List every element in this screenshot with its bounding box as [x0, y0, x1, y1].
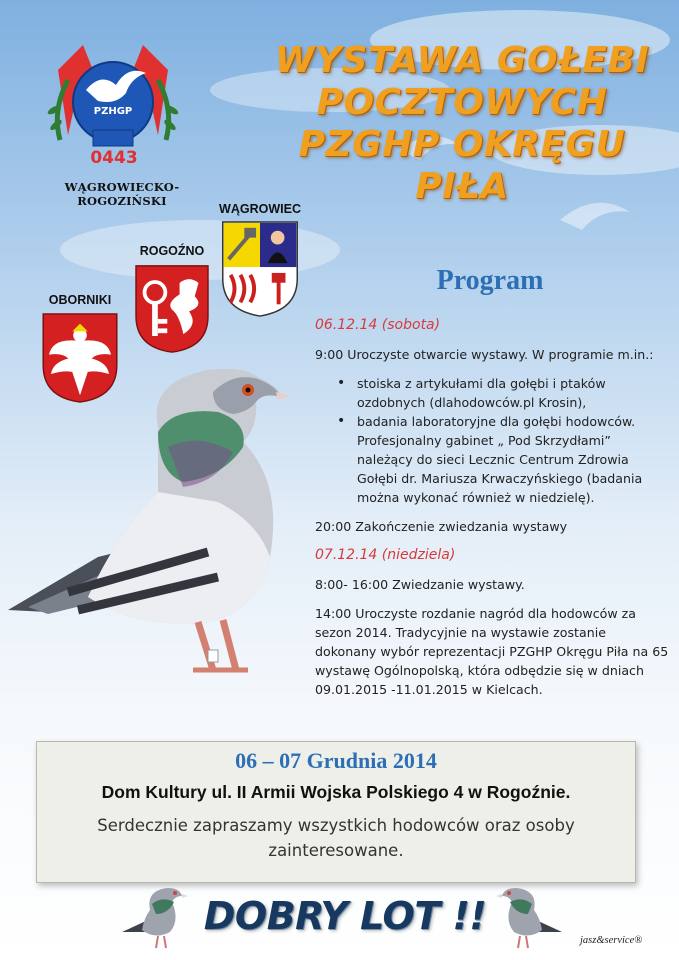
title-line: WYSTAWA GOŁEBI [274, 40, 650, 81]
list-item: • badania laboratoryjne dla gołębi hodowców. Profesjonalny gabinet „ Pod Skrzydłami” należący do sieci Lecznic Centrum Zdrowia Gołębi dr. Mariusza Krwaczyńskiego (badania można wykonać również w niedzielę). [357, 412, 670, 507]
title-line: PIŁA [415, 166, 509, 207]
pigeon-illustration [8, 352, 298, 682]
event-venue: Dom Kultury ul. II Armii Wojska Polskiego 4 w Rogoźnie. [101, 782, 571, 802]
page-title [262, 40, 662, 208]
list-item: • stoiska z artykułami dla gołębi i ptaków ozdobnych (dlahodowców.pl Krosin), [357, 374, 670, 412]
title-line: POCZTOWYCH [316, 82, 608, 123]
event-invitation: Serdecznie zapraszamy wszystkich hodowców oraz osoby zainteresowane. [97, 816, 575, 860]
day1-date: 06.12.14 (sobota) [315, 317, 441, 333]
town-label-rogozno: ROGOŹNO [139, 244, 205, 258]
day2-awards: 14:00 Uroczyste rozdanie nagród dla hodowców za sezon 2014. Tradycyjnie na wystawie zostanie dokonany wybór reprezentacji PZGHP Okręgu Piła na 65 wystawę Ogólnopolską, która odbędzie się w dniach 09.01.2015 -11.01.2015 w Kielcach. [315, 606, 669, 697]
small-pigeon-left [120, 880, 192, 952]
small-pigeon-right [492, 880, 564, 952]
rogozno-crest [132, 264, 212, 354]
wagrowiec-crest [220, 220, 300, 318]
logo-caption: WĄGROWIECKO-ROGOZIŃSKI [64, 180, 180, 208]
town-label-wagrowiec: WĄGROWIEC [219, 202, 301, 216]
logo-text: PZHGP [93, 106, 133, 117]
day2-visit: 8:00- 16:00 Zwiedzanie wystawy. [315, 577, 525, 592]
day1-bullet-list [315, 374, 670, 507]
day2-date: 07.12.14 (niedziela) [315, 547, 456, 563]
town-label-oborniki: OBORNIKI [48, 293, 112, 307]
day1-opening: 9:00 Uroczyste otwarcie wystawy. W programie m.in.: [315, 347, 654, 362]
program-title: Program [436, 265, 544, 296]
logo-number: 0443 [90, 148, 138, 168]
title-line: PZGHP OKRĘGU [298, 124, 626, 165]
slogan: DOBRY LOT !! [203, 894, 487, 938]
event-dates: 06 – 07 Grudnia 2014 [235, 748, 437, 773]
credit: jasz&service® [580, 935, 643, 946]
day1-close: 20:00 Zakończenie zwiedzania wystawy [315, 519, 568, 534]
event-info-box [36, 741, 636, 883]
program-schedule [315, 316, 670, 709]
